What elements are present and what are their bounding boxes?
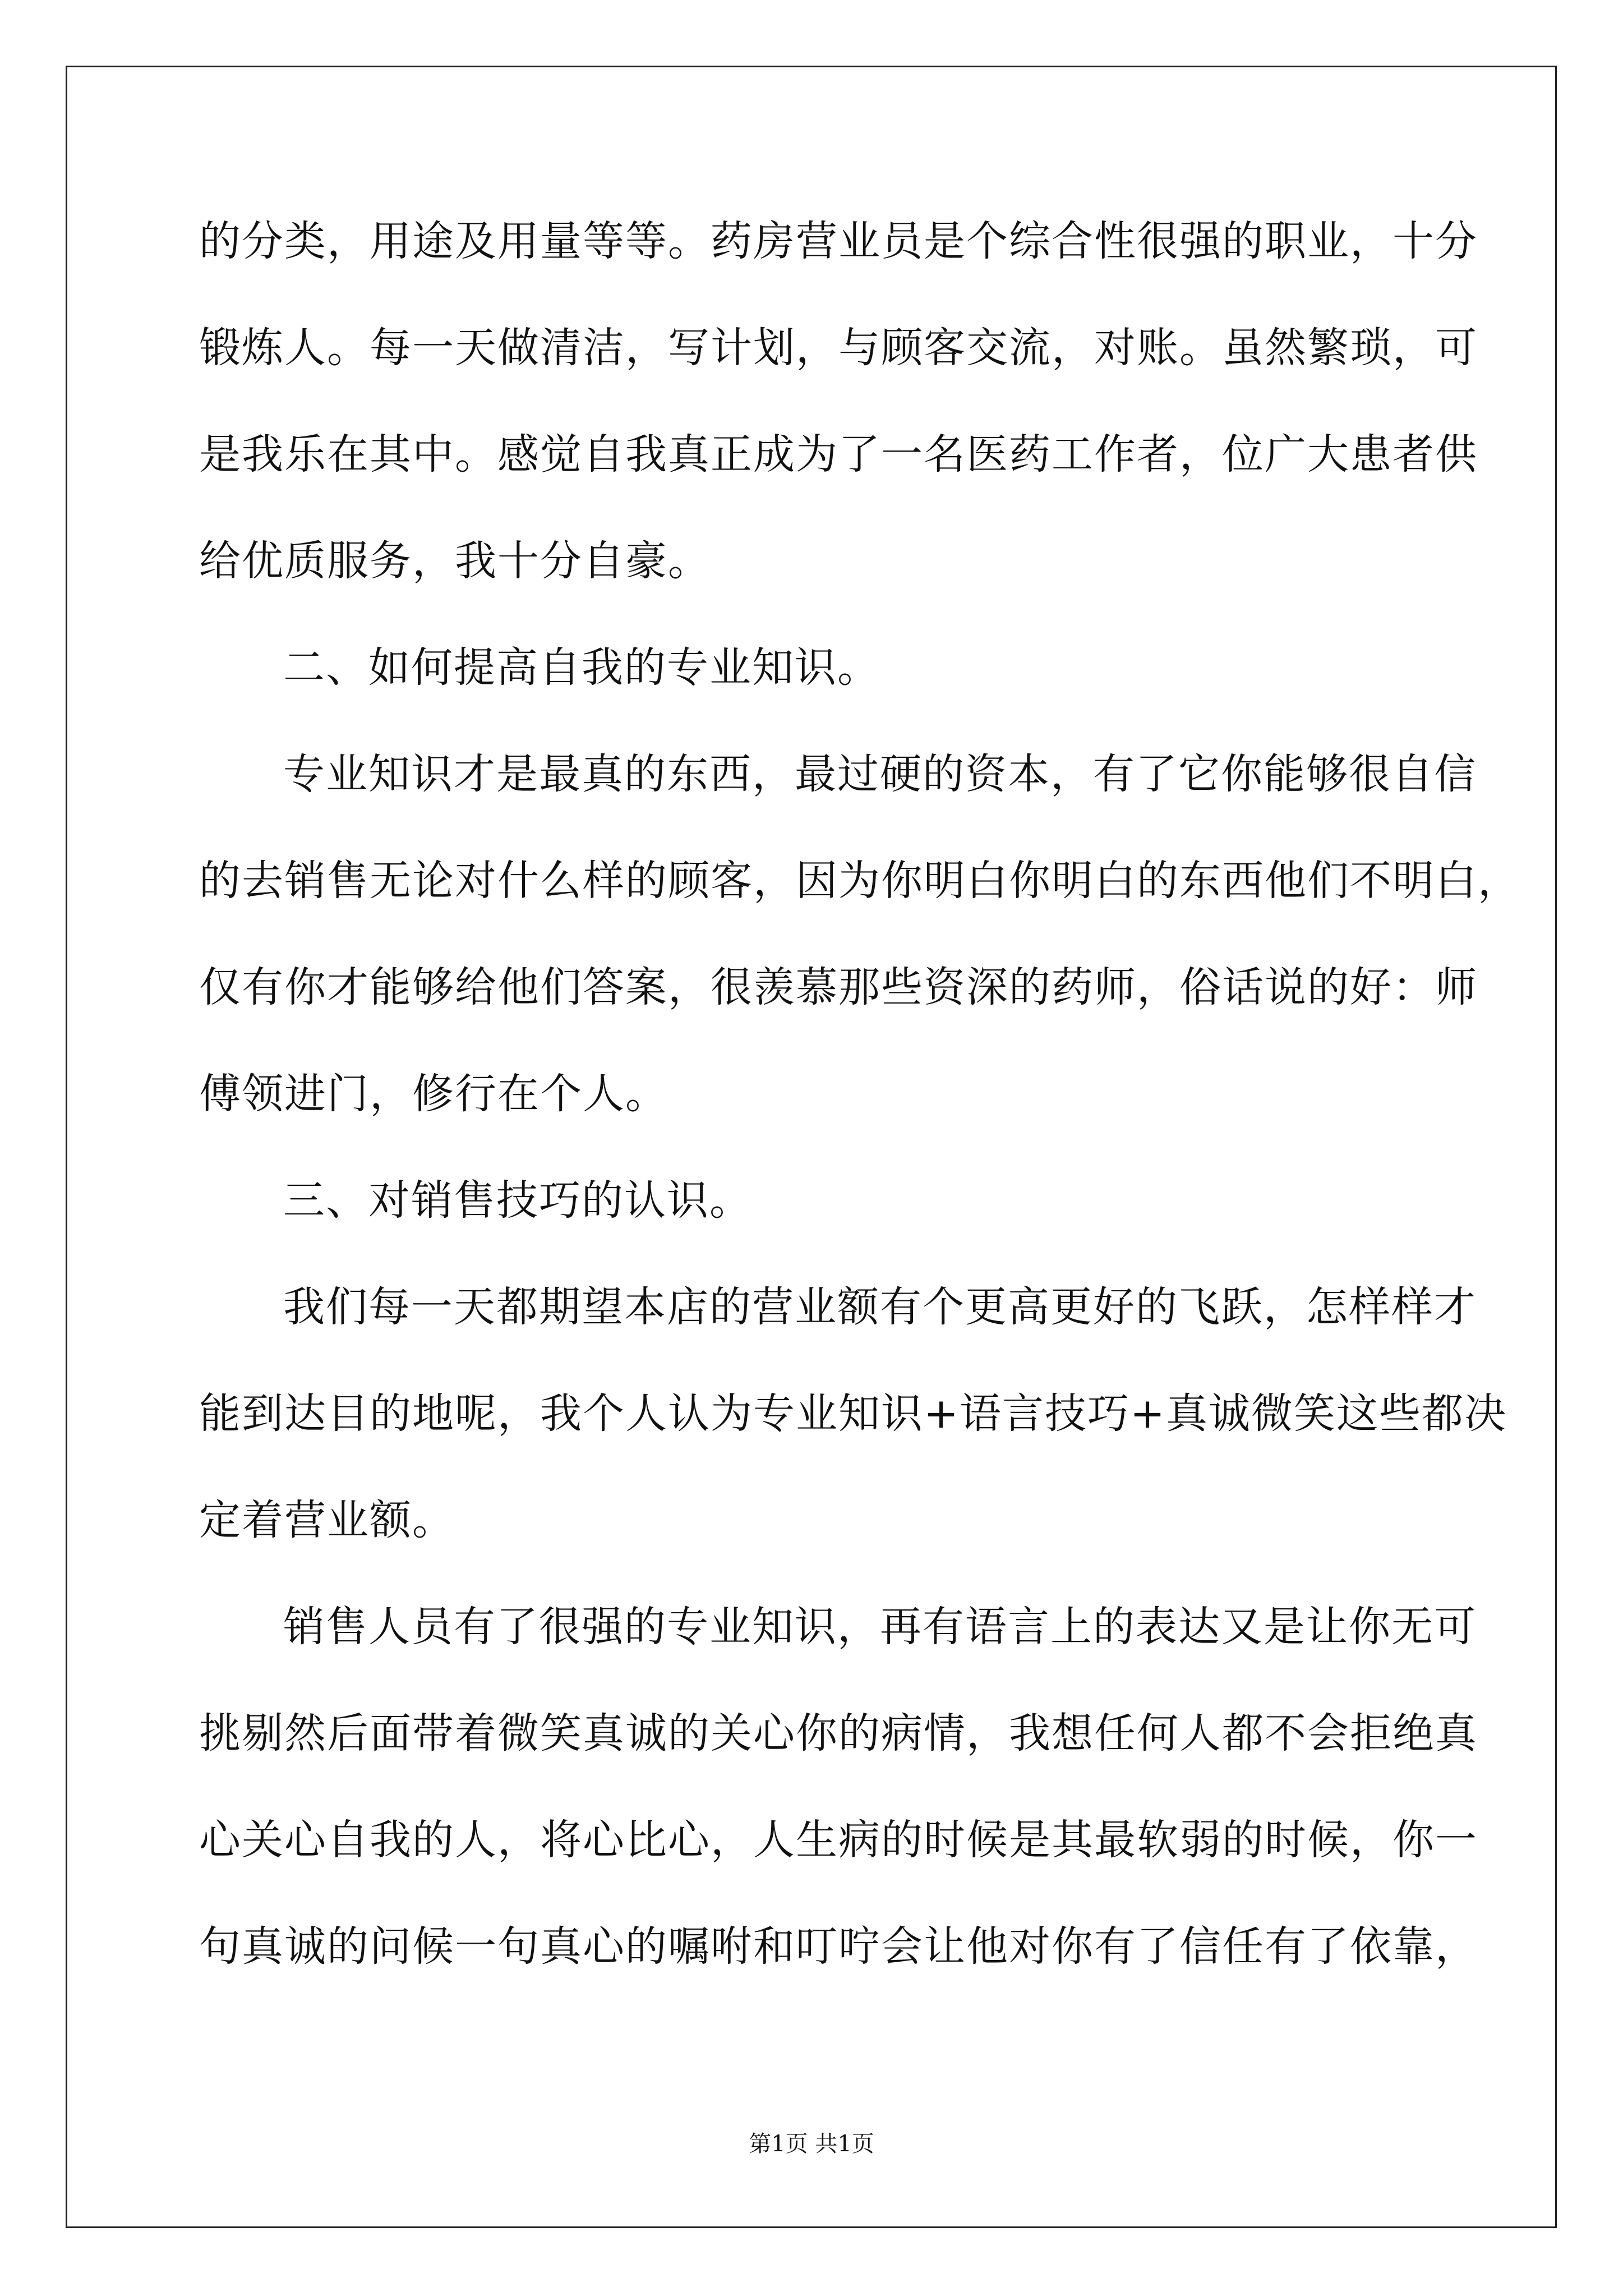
text-line: 的去销售无论对什么样的顾客，因为你明白你明白的东西他们不明白， (199, 857, 1520, 905)
text-line: 句真诚的问候一句真心的嘱咐和叮咛会让他对你有了信任有了依靠， (199, 1922, 1478, 1971)
text-line: 能到达目的地呢，我个人认为专业知识+语言技巧+真诚微笑这些都决 (199, 1389, 1507, 1438)
text-line: 挑剔然后面带着微笑真诚的关心你的病情，我想任何人都不会拒绝真 (199, 1709, 1478, 1757)
text-line: 专业知识才是最真的东西，最过硬的资本，有了它你能够很自信 (283, 750, 1477, 798)
text-line: 定着营业额。 (199, 1496, 455, 1544)
text-line: 心关心自我的人，将心比心，人生病的时候是其最软弱的时候，你一 (199, 1816, 1478, 1864)
text-line: 傅领进门，修行在个人。 (199, 1070, 668, 1118)
page-number: 第1页 共1页 (749, 2131, 874, 2157)
document-body (199, 213, 1520, 2025)
text-line: 仅有你才能够给他们答案，很羡慕那些资深的药师，俗话说的好：师 (199, 963, 1478, 1011)
text-line: 我们每一天都期望本店的营业额有个更高更好的飞跃，怎样样才 (283, 1283, 1477, 1331)
text-line: 销售人员有了很强的专业知识，再有语言上的表达又是让你无可 (283, 1603, 1477, 1651)
text-line: 给优质服务，我十分自豪。 (199, 537, 711, 585)
section-heading: 二、如何提高自我的专业知识。 (283, 643, 880, 692)
text-line: 是我乐在其中。感觉自我真正成为了一名医药工作者，位广大患者供 (199, 430, 1478, 478)
section-heading: 三、对销售技巧的认识。 (283, 1176, 752, 1225)
text-line: 锻炼人。每一天做清洁，写计划，与顾客交流，对账。虽然繁琐，可 (199, 324, 1478, 372)
text-line: 的分类，用途及用量等等。药房营业员是个综合性很强的职业，十分 (199, 217, 1478, 265)
